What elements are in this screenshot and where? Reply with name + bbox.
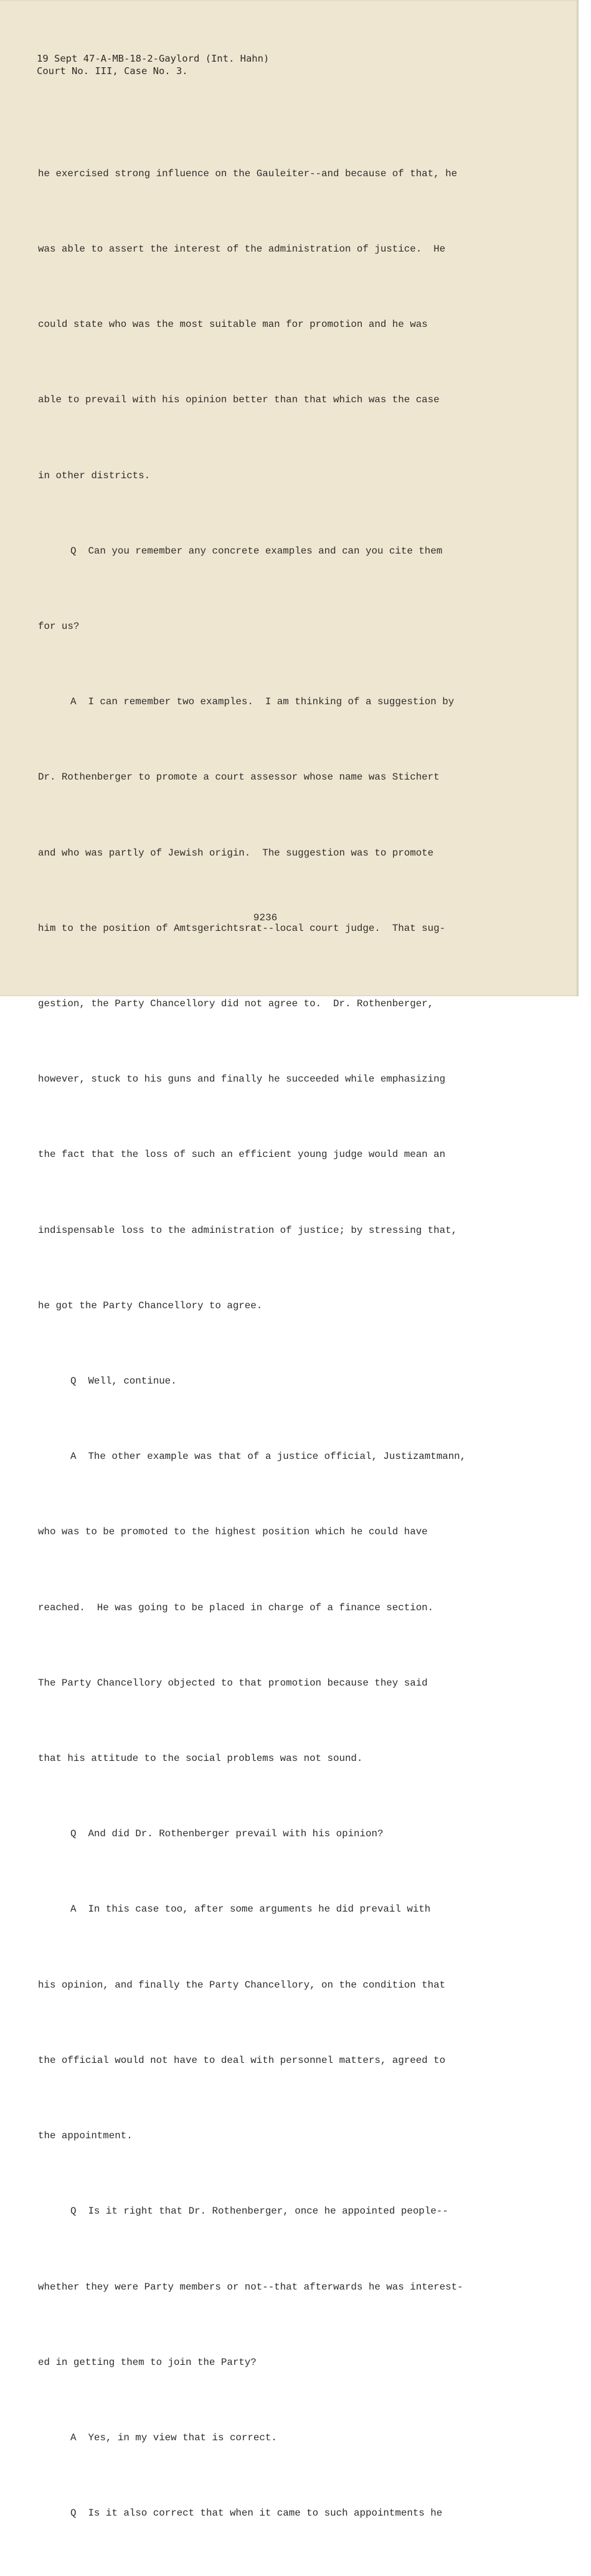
text-line: for us?	[38, 621, 80, 633]
text-line: the appointment.	[38, 2130, 133, 2142]
text-line: that his attitude to the social problems was not sound.	[38, 1753, 363, 1765]
text-line: indispensable loss to the administration of justice; by stressing that,	[38, 1224, 458, 1236]
text-line: gestion, the Party Chancellory did not agree to. Dr. Rothenberger,	[38, 998, 434, 1010]
question-line: Q Is it also correct that when it came to such appointments he	[70, 2508, 443, 2519]
text-line: The Party Chancellory objected to that promotion because they said	[38, 1677, 428, 1689]
text-line: he got the Party Chancellory to agree.	[38, 1300, 263, 1311]
page-number: 9236	[253, 912, 278, 923]
answer-line: A I can remember two examples. I am thinking of a suggestion by	[70, 696, 455, 708]
text-line: whether they were Party members or not--that afterwards he was interest-	[38, 2281, 463, 2293]
text-line: however, stuck to his guns and finally he succeeded while emphasizing	[38, 1073, 446, 1085]
question-line: Q And did Dr. Rothenberger prevail with his opinion?	[70, 1828, 384, 1840]
header-line-1: 19 Sept 47-A-MB-18-2-Gaylord (Int. Hahn)	[37, 53, 270, 64]
text-line: reached. He was going to be placed in charge of a finance section.	[38, 1602, 434, 1613]
text-line: could state who was the most suitable man for promotion and he was	[38, 319, 428, 331]
text-line: who was to be promoted to the highest position which he could have	[38, 1526, 428, 1538]
text-line: the official would not have to deal with personnel matters, agreed to	[38, 2054, 446, 2066]
question-line: Q Well, continue.	[70, 1375, 177, 1387]
answer-line: A In this case too, after some arguments he did prevail with	[70, 1904, 431, 1915]
text-line: and who was partly of Jewish origin. The suggestion was to promote	[38, 847, 434, 859]
text-line: ed in getting them to join the Party?	[38, 2356, 257, 2368]
text-line: the fact that the loss of such an efficient young judge would mean an	[38, 1149, 446, 1161]
text-line: in other districts.	[38, 469, 151, 481]
question-line: Q Can you remember any concrete examples and can you cite them	[70, 545, 443, 557]
answer-line: A The other example was that of a justice official, Justizamtmann,	[70, 1451, 466, 1463]
header-line-2: Court No. III, Case No. 3.	[37, 65, 188, 77]
transcript-body	[38, 111, 493, 2576]
document-header	[37, 52, 269, 77]
text-line: his opinion, and finally the Party Chancellory, on the condition that	[38, 1979, 446, 1991]
text-line: he exercised strong influence on the Gauleiter--and because of that, he	[38, 167, 458, 179]
text-line: him to the position of Amtsgerichtsrat--local court judge. That sug-	[38, 922, 446, 934]
text-line: able to prevail with his opinion better than that which was the case	[38, 394, 440, 406]
answer-line: A Yes, in my view that is correct.	[70, 2432, 277, 2443]
text-line: Dr. Rothenberger to promote a court assessor whose name was Stichert	[38, 771, 440, 783]
question-line: Q Is it right that Dr. Rothenberger, once he appointed people--	[70, 2206, 448, 2217]
text-line: was able to assert the interest of the administration of justice. He	[38, 243, 446, 255]
